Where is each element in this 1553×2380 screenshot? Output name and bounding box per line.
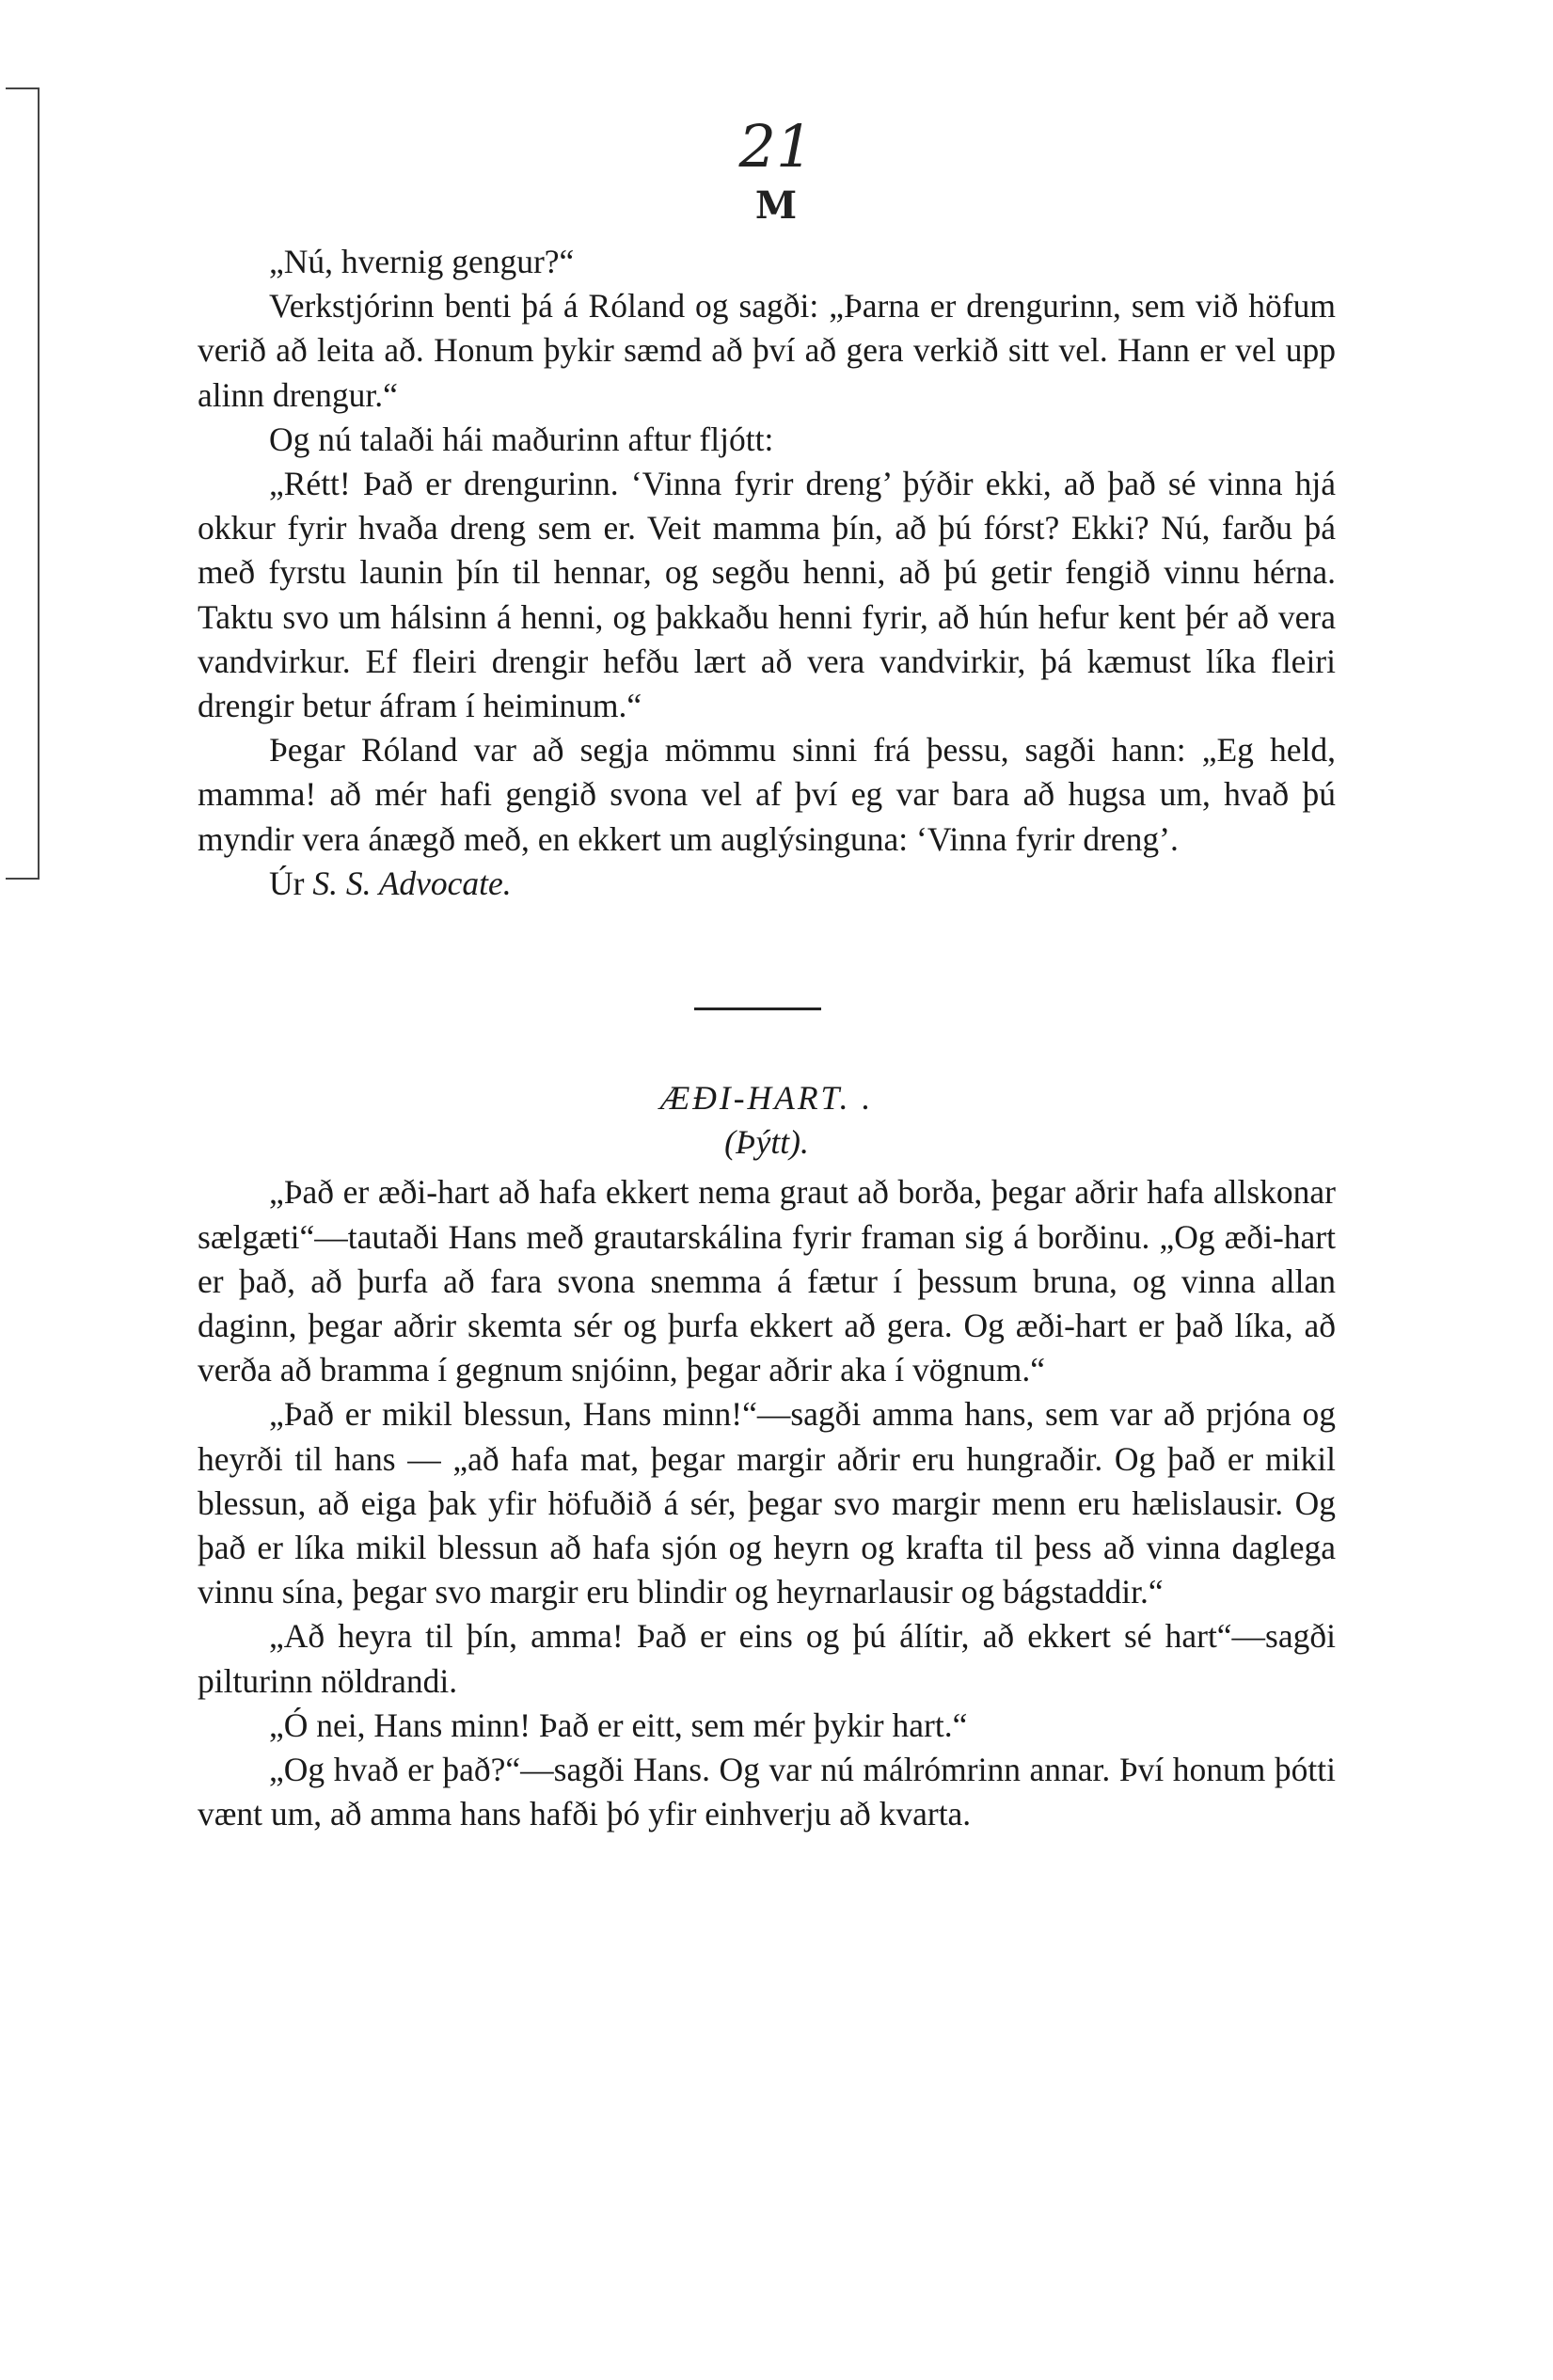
paragraph: „Og hvað er það?“—sagði Hans. Og var nú málrómrinn annar. Því honum þótti vænt um, að amma hans hafði þó yfir einhverju að kvarta. [198, 1751, 1336, 1833]
story-1 [198, 240, 1336, 906]
section-divider [694, 1008, 821, 1010]
margin-tick-bottom [6, 878, 40, 880]
text-column [198, 240, 1336, 1837]
page-stamp: M [754, 183, 798, 228]
paragraph: „Nú, hvernig gengur?“ [269, 243, 575, 280]
paragraph: Þegar Róland var að segja mömmu sinni frá þessu, sagði hann: „Eg held, mamma! að mér hafi gengið svona vel af því eg var bara að hugsa um, hvað þú myndir vera ánægð með, en ekkert um auglýsinguna: ‘Vinna fyrir dreng’. [198, 731, 1336, 858]
paragraph: „Ó nei, Hans minn! Það er eitt, sem mér þykir hart.“ [269, 1706, 968, 1744]
paragraph: „Að heyra til þín, amma! Það er eins og þú álítir, að ekkert sé hart“—sagði pilturinn nöldrandi. [198, 1617, 1336, 1700]
paragraph: „Það er mikil blessun, Hans minn!“—sagði amma hans, sem var að prjóna og heyrði til hans — „að hafa mat, þegar margir aðrir eru hungraðir. Og það er mikil blessun, að eiga þak yfir höfuðið á sér, þegar svo margir menn eru hælislausir. Og það er líka mikil blessun að hafa sjón og heyrn og krafta til þess að vinna daglega vinnu sína, þegar svo margir eru blindir og heyrnarlausir og bágstaddir.“ [198, 1395, 1336, 1611]
paragraph: Og nú talaði hái maðurinn aftur fljótt: [269, 420, 774, 458]
source-prefix: Úr [269, 864, 313, 902]
paragraph: „Það er æði-hart að hafa ekkert nema graut að borða, þegar aðrir hafa allskonar sælgæti“—tautaði Hans með grautarskálina fyrir framan sig á borðinu. „Og æði-hart er það, að þurfa að fara svona snemma á fætur í þessum bruna, og vinna allan daginn, þegar aðrir skemta sér og þurfa ekkert að gera. Og æði-hart er það líka, að verða að bramma í gegnum snjóinn, þegar aðrir aka í vögnum.“ [198, 1173, 1336, 1389]
source-attribution [198, 862, 1336, 906]
margin-tick-top [6, 87, 40, 89]
paragraph: „Rétt! Það er drengurinn. ‘Vinna fyrir dreng’ þýðir ekki, að það sé vinna hjá okkur fyrir hvaða dreng sem er. Veit mamma þín, að þú fórst? Ekki? Nú, farðu þá með fyrstu launin þín til hennar, og segðu henni, að þú getir fengið vinnu hérna. Taktu svo um hálsinn á henni, og þakkaðu henni fyrir, að hún hefur kent þér að vera vandvirkur. Ef fleiri drengir hefðu lært að vera vandvirkir, þá kæmust líka fleiri drengir betur áfram í heiminum.“ [198, 465, 1336, 725]
story-2 [198, 1076, 1336, 1836]
story-title: ÆÐI-HART. . [659, 1079, 874, 1118]
paragraph: Verkstjórinn benti þá á Róland og sagði: „Þarna er drengurinn, sem við höfum verið að leita að. Honum þykir sæmd að því að gera verkið sitt vel. Hann er vel upp alinn drengur.“ [198, 287, 1336, 414]
story-subtitle: (Þýtt). [724, 1123, 809, 1162]
source-name: S. S. Advocate. [312, 864, 512, 902]
margin-line [38, 89, 40, 880]
page-number: 21 [738, 112, 814, 181]
